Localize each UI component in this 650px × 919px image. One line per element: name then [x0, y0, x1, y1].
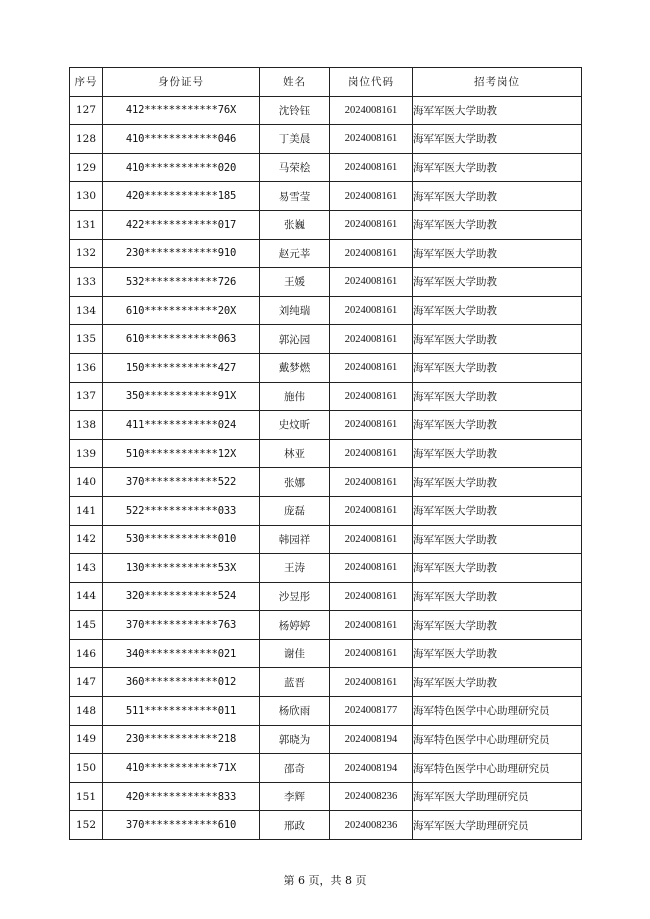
seq-cell: 127: [70, 96, 103, 125]
post-cell: 海军特色医学中心助理研究员: [413, 725, 582, 754]
id-cell: 610************20X: [103, 296, 260, 325]
table-row: [70, 268, 582, 297]
seq-cell: 135: [70, 325, 103, 354]
seq-cell: 129: [70, 153, 103, 182]
seq-cell: 138: [70, 411, 103, 440]
id-cell: 410************71X: [103, 754, 260, 783]
id-cell: 412************76X: [103, 96, 260, 125]
seq-cell: 151: [70, 782, 103, 811]
post-cell: 海军军医大学助教: [413, 668, 582, 697]
seq-cell: 132: [70, 239, 103, 268]
table-row: [70, 182, 582, 211]
id-cell: 150************427: [103, 353, 260, 382]
code-cell: 2024008161: [330, 439, 413, 468]
id-cell: 370************522: [103, 468, 260, 497]
column-header-post: 招考岗位: [413, 68, 582, 97]
name-cell: 沙昱彤: [260, 582, 330, 611]
seq-cell: 144: [70, 582, 103, 611]
name-cell: 刘纯瑞: [260, 296, 330, 325]
post-cell: 海军军医大学助教: [413, 639, 582, 668]
name-cell: 沈铃钰: [260, 96, 330, 125]
table-body: [70, 96, 582, 839]
id-cell: 522************033: [103, 496, 260, 525]
code-cell: 2024008161: [330, 325, 413, 354]
name-cell: 郭沁园: [260, 325, 330, 354]
seq-cell: 150: [70, 754, 103, 783]
name-cell: 马荣桧: [260, 153, 330, 182]
post-cell: 海军军医大学助教: [413, 525, 582, 554]
table-row: [70, 582, 582, 611]
post-cell: 海军军医大学助教: [413, 582, 582, 611]
code-cell: 2024008161: [330, 153, 413, 182]
id-cell: 420************185: [103, 182, 260, 211]
name-cell: 韩园祥: [260, 525, 330, 554]
code-cell: 2024008177: [330, 697, 413, 726]
code-cell: 2024008161: [330, 468, 413, 497]
seq-cell: 133: [70, 268, 103, 297]
name-cell: 郭晓为: [260, 725, 330, 754]
table-row: [70, 239, 582, 268]
code-cell: 2024008161: [330, 411, 413, 440]
seq-cell: 149: [70, 725, 103, 754]
code-cell: 2024008161: [330, 296, 413, 325]
id-cell: 511************011: [103, 697, 260, 726]
seq-cell: 148: [70, 697, 103, 726]
id-cell: 410************020: [103, 153, 260, 182]
post-cell: 海军军医大学助理研究员: [413, 811, 582, 840]
table-row: [70, 754, 582, 783]
table-row: [70, 382, 582, 411]
seq-cell: 128: [70, 125, 103, 154]
column-header-code: 岗位代码: [330, 68, 413, 97]
code-cell: 2024008236: [330, 782, 413, 811]
id-cell: 410************046: [103, 125, 260, 154]
code-cell: 2024008161: [330, 96, 413, 125]
id-cell: 130************53X: [103, 554, 260, 583]
seq-cell: 141: [70, 496, 103, 525]
table-row: [70, 639, 582, 668]
column-header-name: 姓名: [260, 68, 330, 97]
table-row: [70, 611, 582, 640]
seq-cell: 140: [70, 468, 103, 497]
name-cell: 邵奇: [260, 754, 330, 783]
post-cell: 海军军医大学助教: [413, 325, 582, 354]
name-cell: 施伟: [260, 382, 330, 411]
id-cell: 350************91X: [103, 382, 260, 411]
name-cell: 杨欣雨: [260, 697, 330, 726]
id-cell: 420************833: [103, 782, 260, 811]
id-cell: 230************910: [103, 239, 260, 268]
table-row: [70, 496, 582, 525]
table-row: [70, 96, 582, 125]
post-cell: 海军军医大学助教: [413, 239, 582, 268]
post-cell: 海军军医大学助教: [413, 153, 582, 182]
table-row: [70, 782, 582, 811]
table-row: [70, 296, 582, 325]
id-cell: 370************610: [103, 811, 260, 840]
code-cell: 2024008161: [330, 382, 413, 411]
id-cell: 360************012: [103, 668, 260, 697]
column-header-seq: 序号: [70, 68, 103, 97]
table-row: [70, 811, 582, 840]
id-cell: 230************218: [103, 725, 260, 754]
id-cell: 532************726: [103, 268, 260, 297]
roster-table: [69, 67, 582, 840]
code-cell: 2024008161: [330, 182, 413, 211]
header-row: [70, 68, 582, 97]
post-cell: 海军特色医学中心助理研究员: [413, 754, 582, 783]
code-cell: 2024008161: [330, 611, 413, 640]
seq-cell: 137: [70, 382, 103, 411]
table-row: [70, 153, 582, 182]
seq-cell: 152: [70, 811, 103, 840]
post-cell: 海军军医大学助教: [413, 554, 582, 583]
code-cell: 2024008161: [330, 268, 413, 297]
table-row: [70, 353, 582, 382]
table-row: [70, 210, 582, 239]
post-cell: 海军军医大学助教: [413, 96, 582, 125]
post-cell: 海军军医大学助教: [413, 268, 582, 297]
post-cell: 海军军医大学助教: [413, 611, 582, 640]
name-cell: 谢佳: [260, 639, 330, 668]
seq-cell: 130: [70, 182, 103, 211]
table-row: [70, 554, 582, 583]
code-cell: 2024008236: [330, 811, 413, 840]
table-row: [70, 439, 582, 468]
id-cell: 422************017: [103, 210, 260, 239]
name-cell: 李辉: [260, 782, 330, 811]
table-row: [70, 125, 582, 154]
seq-cell: 146: [70, 639, 103, 668]
name-cell: 史炆昕: [260, 411, 330, 440]
seq-cell: 142: [70, 525, 103, 554]
table-row: [70, 697, 582, 726]
name-cell: 张巍: [260, 210, 330, 239]
post-cell: 海军军医大学助教: [413, 296, 582, 325]
page-footer: 第 6 页，共 8 页: [283, 874, 367, 887]
name-cell: 戴梦燃: [260, 353, 330, 382]
code-cell: 2024008161: [330, 239, 413, 268]
post-cell: 海军军医大学助教: [413, 439, 582, 468]
name-cell: 张娜: [260, 468, 330, 497]
code-cell: 2024008161: [330, 525, 413, 554]
table-row: [70, 668, 582, 697]
code-cell: 2024008161: [330, 496, 413, 525]
id-cell: 610************063: [103, 325, 260, 354]
post-cell: 海军特色医学中心助理研究员: [413, 697, 582, 726]
id-cell: 510************12X: [103, 439, 260, 468]
seq-cell: 143: [70, 554, 103, 583]
name-cell: 庞磊: [260, 496, 330, 525]
post-cell: 海军军医大学助教: [413, 468, 582, 497]
post-cell: 海军军医大学助教: [413, 210, 582, 239]
seq-cell: 136: [70, 353, 103, 382]
post-cell: 海军军医大学助教: [413, 411, 582, 440]
id-cell: 320************524: [103, 582, 260, 611]
post-cell: 海军军医大学助教: [413, 353, 582, 382]
code-cell: 2024008161: [330, 125, 413, 154]
name-cell: 邢政: [260, 811, 330, 840]
name-cell: 杨婷婷: [260, 611, 330, 640]
seq-cell: 134: [70, 296, 103, 325]
id-cell: 530************010: [103, 525, 260, 554]
table-row: [70, 411, 582, 440]
code-cell: 2024008194: [330, 725, 413, 754]
code-cell: 2024008194: [330, 754, 413, 783]
name-cell: 蓝晋: [260, 668, 330, 697]
id-cell: 411************024: [103, 411, 260, 440]
id-cell: 370************763: [103, 611, 260, 640]
code-cell: 2024008161: [330, 582, 413, 611]
name-cell: 王媛: [260, 268, 330, 297]
table-row: [70, 725, 582, 754]
table-row: [70, 525, 582, 554]
post-cell: 海军军医大学助教: [413, 382, 582, 411]
name-cell: 赵元莘: [260, 239, 330, 268]
table-row: [70, 325, 582, 354]
id-cell: 340************021: [103, 639, 260, 668]
seq-cell: 139: [70, 439, 103, 468]
code-cell: 2024008161: [330, 210, 413, 239]
seq-cell: 131: [70, 210, 103, 239]
code-cell: 2024008161: [330, 639, 413, 668]
name-cell: 王涛: [260, 554, 330, 583]
code-cell: 2024008161: [330, 668, 413, 697]
seq-cell: 145: [70, 611, 103, 640]
name-cell: 丁美晨: [260, 125, 330, 154]
name-cell: 易雪莹: [260, 182, 330, 211]
code-cell: 2024008161: [330, 353, 413, 382]
post-cell: 海军军医大学助教: [413, 182, 582, 211]
table-row: [70, 468, 582, 497]
column-header-id: 身份证号: [103, 68, 260, 97]
post-cell: 海军军医大学助教: [413, 496, 582, 525]
post-cell: 海军军医大学助理研究员: [413, 782, 582, 811]
name-cell: 林亚: [260, 439, 330, 468]
post-cell: 海军军医大学助教: [413, 125, 582, 154]
seq-cell: 147: [70, 668, 103, 697]
code-cell: 2024008161: [330, 554, 413, 583]
